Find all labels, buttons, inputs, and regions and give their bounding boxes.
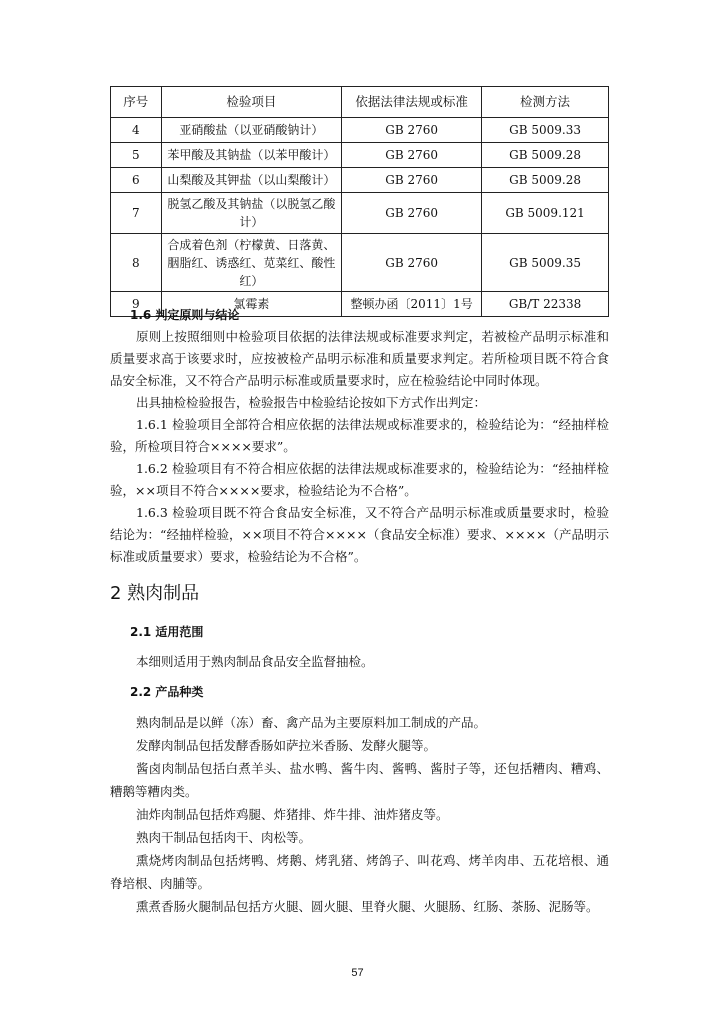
paragraph: 本细则适用于熟肉制品食品安全监督抽检。 <box>136 654 374 669</box>
cell-method: GB 5009.33 <box>482 118 609 143</box>
table-row <box>111 143 609 168</box>
cell-method: GB 5009.28 <box>482 168 609 193</box>
cell-method: GB/T 22338 <box>482 292 609 317</box>
list-item: 熟肉干制品包括肉干、肉松等。 <box>136 830 312 845</box>
header-basis: 依据法律法规或标准 <box>342 87 482 118</box>
section-1-6-heading: 1.6 判定原则与结论 <box>130 308 240 322</box>
table-header-row <box>111 87 609 118</box>
cell-item: 氯霉素 <box>161 292 342 317</box>
section-1-6 <box>110 304 609 568</box>
paragraph: 1.6.1 检验项目全部符合相应依据的法律法规或标准要求的，检验结论为：“经抽样检验，所检项目符合××××要求”。 <box>110 417 609 454</box>
cell-no: 4 <box>111 118 162 143</box>
cell-no: 5 <box>111 143 162 168</box>
cell-basis: 整顿办函〔2011〕1号 <box>342 292 482 317</box>
paragraph: 1.6.3 检验项目既不符合食品安全标准，又不符合产品明示标准或质量要求时，检验结论为：“经抽样检验，××项目不符合××××（食品安全标准）要求、××××（产品明示标准或质量要求）要求，检验结论为不合格”。 <box>110 505 609 564</box>
list-item: 熏烧烤肉制品包括烤鸭、烤鹅、烤乳猪、烤鸽子、叫花鸡、烤羊肉串、五花培根、通脊培根、肉脯等。 <box>110 853 609 891</box>
cell-item: 苯甲酸及其钠盐（以苯甲酸计） <box>161 143 342 168</box>
paragraph: 出具抽检检验报告，检验报告中检验结论按如下方式作出判定： <box>136 395 487 410</box>
table-row <box>111 193 609 234</box>
list-item: 油炸肉制品包括炸鸡腿、炸猪排、炸牛排、油炸猪皮等。 <box>136 807 449 822</box>
paragraph: 1.6.2 检验项目有不符合相应依据的法律法规或标准要求的，检验结论为：“经抽样检验，××项目不符合××××要求，检验结论为不合格”。 <box>110 461 609 498</box>
cell-item: 脱氢乙酸及其钠盐（以脱氢乙酸计） <box>161 193 342 234</box>
header-method: 检测方法 <box>482 87 609 118</box>
section-2-2-heading: 2.2 产品种类 <box>130 685 204 699</box>
header-item: 检验项目 <box>161 87 342 118</box>
table-row <box>111 168 609 193</box>
cell-item: 合成着色剂（柠檬黄、日落黄、胭脂红、诱惑红、苋菜红、酸性红） <box>161 234 342 292</box>
cell-basis: GB 2760 <box>342 118 482 143</box>
list-item: 发酵肉制品包括发酵香肠如萨拉米香肠、发酵火腿等。 <box>136 738 437 753</box>
cell-method: GB 5009.35 <box>482 234 609 292</box>
section-2-2 <box>110 681 609 918</box>
page-number: 57 <box>351 967 364 979</box>
cell-no: 6 <box>111 168 162 193</box>
list-item: 酱卤肉制品包括白煮羊头、盐水鸭、酱牛肉、酱鸭、酱肘子等，还包括糟肉、糟鸡、糟鹅等糟肉类。 <box>110 761 609 799</box>
list-item: 熏煮香肠火腿制品包括方火腿、圆火腿、里脊火腿、火腿肠、红肠、茶肠、泥肠等。 <box>136 899 599 914</box>
cell-method: GB 5009.28 <box>482 143 609 168</box>
inspection-table <box>110 86 609 317</box>
cell-item: 亚硝酸盐（以亚硝酸钠计） <box>161 118 342 143</box>
cell-method: GB 5009.121 <box>482 193 609 234</box>
cell-no: 8 <box>111 234 162 292</box>
cell-item: 山梨酸及其钾盐（以山梨酸计） <box>161 168 342 193</box>
cell-no: 7 <box>111 193 162 234</box>
cell-basis: GB 2760 <box>342 193 482 234</box>
cell-basis: GB 2760 <box>342 143 482 168</box>
section-2-1-heading: 2.1 适用范围 <box>130 625 204 639</box>
section-2-1 <box>110 621 609 673</box>
table-row <box>111 234 609 292</box>
header-no: 序号 <box>111 87 162 118</box>
cell-no: 9 <box>111 292 162 317</box>
list-item: 熟肉制品是以鲜（冻）畜、禽产品为主要原料加工制成的产品。 <box>136 715 487 730</box>
cell-basis: GB 2760 <box>342 234 482 292</box>
paragraph: 原则上按照细则中检验项目依据的法律法规或标准要求判定，若被检产品明示标准和质量要求高于该要求时，应按被检产品明示标准和质量要求判定。若所检项目既不符合食品安全标准，又不符合产品明示标准或质量要求时，应在检验结论中同时体现。 <box>110 329 609 388</box>
cell-basis: GB 2760 <box>342 168 482 193</box>
table-row <box>111 118 609 143</box>
section-2-heading: 2 熟肉制品 <box>110 583 200 604</box>
